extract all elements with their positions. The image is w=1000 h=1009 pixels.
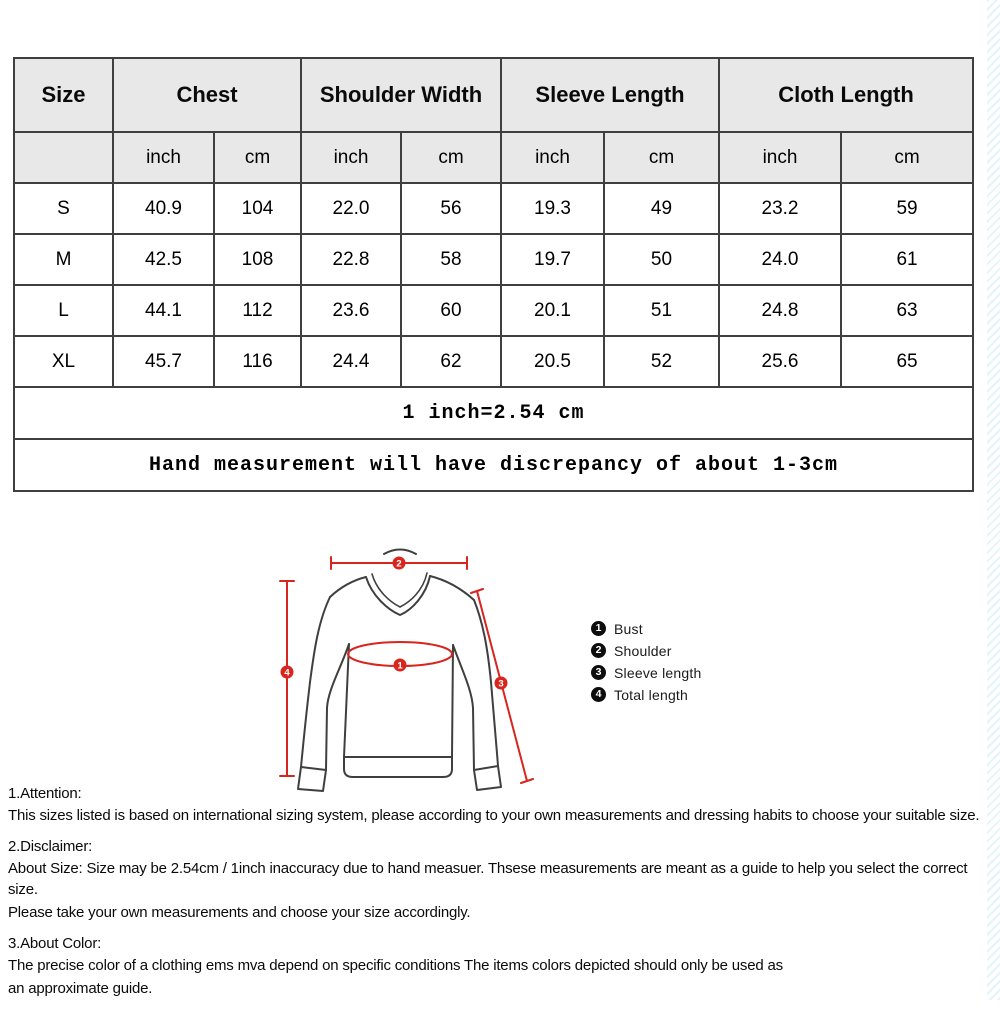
footnote-text: About Size: Size may be 2.54cm / 1inch inaccuracy due to hand measuer. Thsese measurements are meant as a guide to help you select the correct size.: [8, 860, 968, 898]
cell-value: 20.1: [501, 285, 604, 336]
footnotes: [8, 783, 990, 1009]
measurement-lines: [280, 557, 533, 783]
legend-item-bust: [591, 621, 701, 636]
total-marker-number: 4: [284, 667, 290, 679]
unit-blank-cell: [14, 132, 113, 183]
table-row-l: [14, 285, 973, 336]
footnote-title: 3.About Color:: [8, 935, 102, 952]
cell-value: 24.4: [301, 336, 401, 387]
header-shoulder-width: Shoulder Width: [301, 58, 501, 132]
cell-value: 62: [401, 336, 501, 387]
unit-cell: cm: [604, 132, 719, 183]
cell-value: 23.6: [301, 285, 401, 336]
header-cloth-length: Cloth Length: [719, 58, 973, 132]
sweater-measurement-diagram: [270, 540, 540, 800]
legend-number-badge: 4: [591, 687, 606, 702]
cell-value: 51: [604, 285, 719, 336]
cell-value: 112: [214, 285, 301, 336]
cell-value: 40.9: [113, 183, 214, 234]
cell-value: 65: [841, 336, 973, 387]
legend-item-shoulder: [591, 643, 701, 658]
cell-size: M: [14, 234, 113, 285]
legend-item-sleeve-length: [591, 665, 701, 680]
cell-size: XL: [14, 336, 113, 387]
measurement-note-row: [14, 439, 973, 491]
measurement-legend: [591, 621, 701, 709]
unit-cell: inch: [301, 132, 401, 183]
sleeve-marker-number: 3: [498, 678, 504, 690]
measurement-markers: [281, 557, 508, 690]
legend-item-total-length: [591, 687, 701, 702]
unit-cell: cm: [841, 132, 973, 183]
cell-size: S: [14, 183, 113, 234]
cell-value: 24.8: [719, 285, 841, 336]
cell-value: 19.3: [501, 183, 604, 234]
cell-value: 108: [214, 234, 301, 285]
table-header-row: [14, 58, 973, 132]
cell-value: 45.7: [113, 336, 214, 387]
table-row-xl: [14, 336, 973, 387]
legend-label: Shoulder: [614, 642, 672, 659]
footnote-text: This sizes listed is based on international sizing system, please according to your own measurements and dressing habits to choose your suitable size.: [8, 807, 980, 824]
legend-number-badge: 1: [591, 621, 606, 636]
unit-cell: inch: [501, 132, 604, 183]
header-size: Size: [14, 58, 113, 132]
cell-value: 60: [401, 285, 501, 336]
cell-value: 42.5: [113, 234, 214, 285]
table-row-s: [14, 183, 973, 234]
cell-value: 44.1: [113, 285, 214, 336]
header-chest: Chest: [113, 58, 301, 132]
bust-marker-number: 1: [397, 660, 403, 672]
cell-value: 61: [841, 234, 973, 285]
cell-value: 49: [604, 183, 719, 234]
footnote-disclaimer: [8, 836, 990, 923]
header-sleeve-length: Sleeve Length: [501, 58, 719, 132]
size-chart-table: [13, 57, 974, 492]
cell-value: 104: [214, 183, 301, 234]
unit-cell: cm: [214, 132, 301, 183]
unit-cell: cm: [401, 132, 501, 183]
legend-number-badge: 3: [591, 665, 606, 680]
footnote-text: Please take your own measurements and choose your size accordingly.: [8, 904, 471, 921]
legend-label: Bust: [614, 620, 643, 637]
legend-label: Sleeve length: [614, 664, 702, 681]
legend-label: Total length: [614, 686, 689, 703]
unit-cell: inch: [719, 132, 841, 183]
cell-value: 50: [604, 234, 719, 285]
footnote-text: The precise color of a clothing ems mva depend on specific conditions The items colors depicted should only be used as: [8, 957, 783, 974]
table-unit-row: [14, 132, 973, 183]
cell-value: 20.5: [501, 336, 604, 387]
footnote-title: 1.Attention:: [8, 785, 82, 802]
shoulder-marker-number: 2: [396, 558, 402, 570]
cell-value: 63: [841, 285, 973, 336]
footnote-title: 2.Disclaimer:: [8, 838, 93, 855]
cell-value: 22.8: [301, 234, 401, 285]
cell-value: 52: [604, 336, 719, 387]
cell-value: 19.7: [501, 234, 604, 285]
cell-value: 24.0: [719, 234, 841, 285]
conversion-note-row: [14, 387, 973, 439]
table-row-m: [14, 234, 973, 285]
cell-value: 23.2: [719, 183, 841, 234]
cell-value: 116: [214, 336, 301, 387]
footnote-about-color: [8, 933, 990, 999]
footnote-text: an approximate guide.: [8, 980, 153, 997]
cell-value: 25.6: [719, 336, 841, 387]
unit-cell: inch: [113, 132, 214, 183]
legend-number-badge: 2: [591, 643, 606, 658]
measurement-note: Hand measurement will have discrepancy of about 1-3cm: [14, 439, 973, 491]
conversion-note: 1 inch=2.54 cm: [14, 387, 973, 439]
cell-value: 58: [401, 234, 501, 285]
cell-size: L: [14, 285, 113, 336]
footnote-attention: [8, 783, 990, 826]
cell-value: 22.0: [301, 183, 401, 234]
cell-value: 56: [401, 183, 501, 234]
cell-value: 59: [841, 183, 973, 234]
